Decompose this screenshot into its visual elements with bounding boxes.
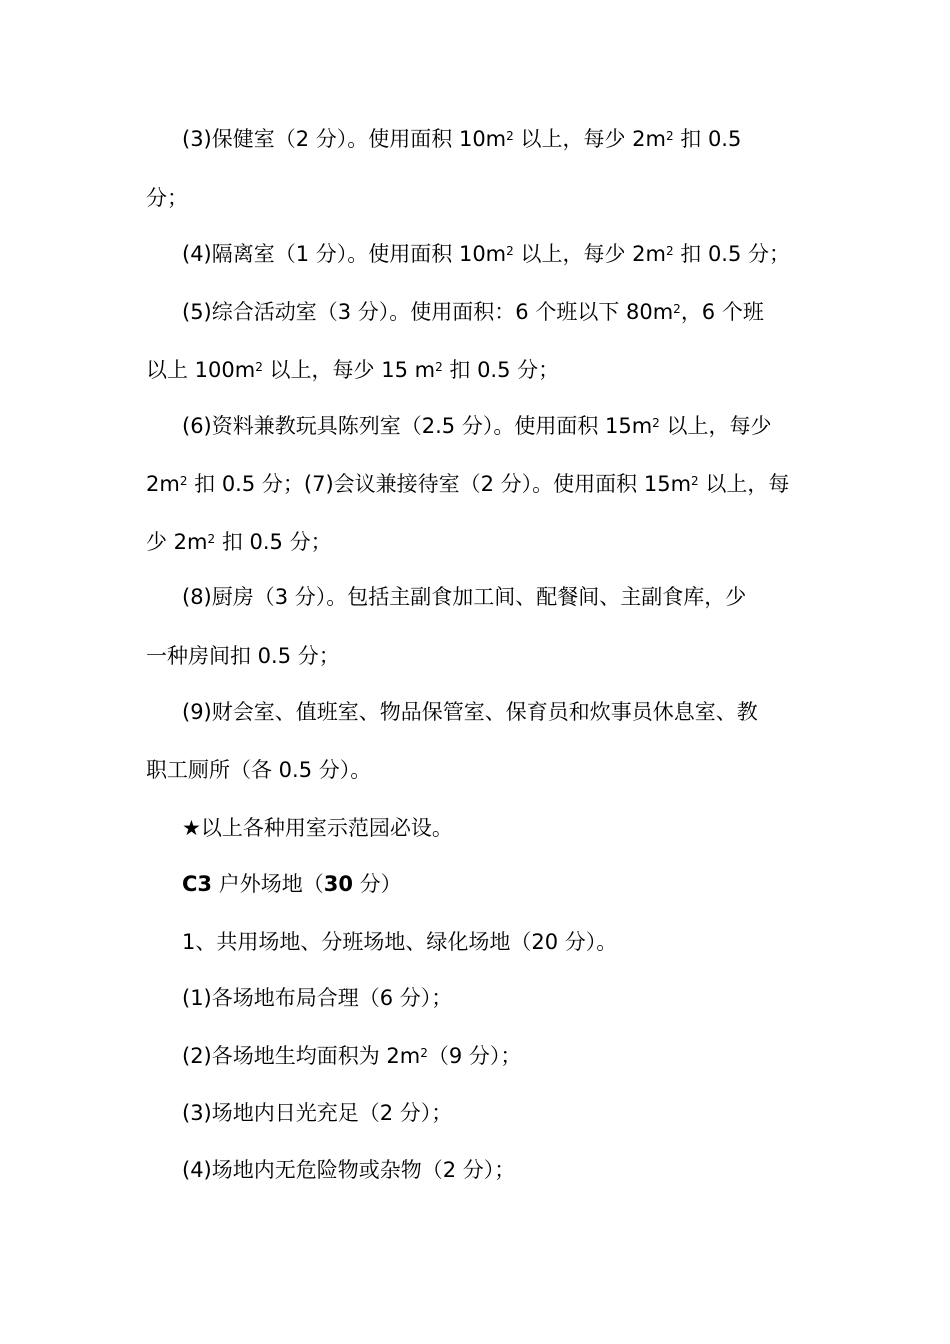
text-line: (2)各场地生均面积为 $2m^2(9$ 分）； bbox=[182, 1044, 522, 1068]
text-line: 职工厕所（各 0.5 分）。 bbox=[146, 758, 372, 782]
section-heading: C3 户外场地（30 分） bbox=[182, 872, 402, 896]
text-line: (1)各场地布局合理（6 分）； bbox=[182, 986, 453, 1010]
text-line: (3)场地内日光充足（2 分）； bbox=[182, 1101, 453, 1125]
text-line: (5)综合活动室（3 分）。使用面积：6 个班以下 $80m^2$，6 个班 bbox=[182, 300, 764, 324]
text-line: 少 $2m^2$ 扣 0.5 分； bbox=[146, 530, 332, 554]
text-line: 1、共用场地、分班场地、绿化场地（20 分）。 bbox=[182, 930, 618, 954]
text-line: (4)隔离室（1 分）。使用面积 $10m^2$ 以上，每少 $2m^2$ 扣 0.5 分； bbox=[182, 242, 791, 266]
note-line: ★以上各种用室示范园必设。 bbox=[182, 816, 453, 840]
text-line: (3)保健室（2 分）。使用面积 $10m^2$ 以上，每少 $2m^2$ 扣 0.5 bbox=[182, 127, 742, 151]
text-line: 以上 $100m^2$ 以上，每少 15 $m^2$ 扣 0.5 分； bbox=[146, 358, 560, 382]
text-line: (4)场地内无危险物或杂物（2 分）； bbox=[182, 1158, 516, 1182]
text-line: 分； bbox=[146, 186, 188, 210]
text-line: (8)厨房（3 分）。包括主副食加工间、配餐间、主副食库，少 bbox=[182, 585, 747, 609]
text-line: $2m^2$ 扣 0.5 分；(7)会议兼接待室（2 分）。使用面积 $15m^2$ 以上，每 bbox=[146, 472, 790, 496]
text-line: (9)财会室、值班室、物品保管室、保育员和炊事员休息室、教 bbox=[182, 700, 758, 724]
text-line: (6)资料兼教玩具陈列室（2.5 分）。使用面积 $15m^2$ 以上，每少 bbox=[182, 414, 772, 438]
text-line: 一种房间扣 0.5 分； bbox=[146, 644, 340, 668]
